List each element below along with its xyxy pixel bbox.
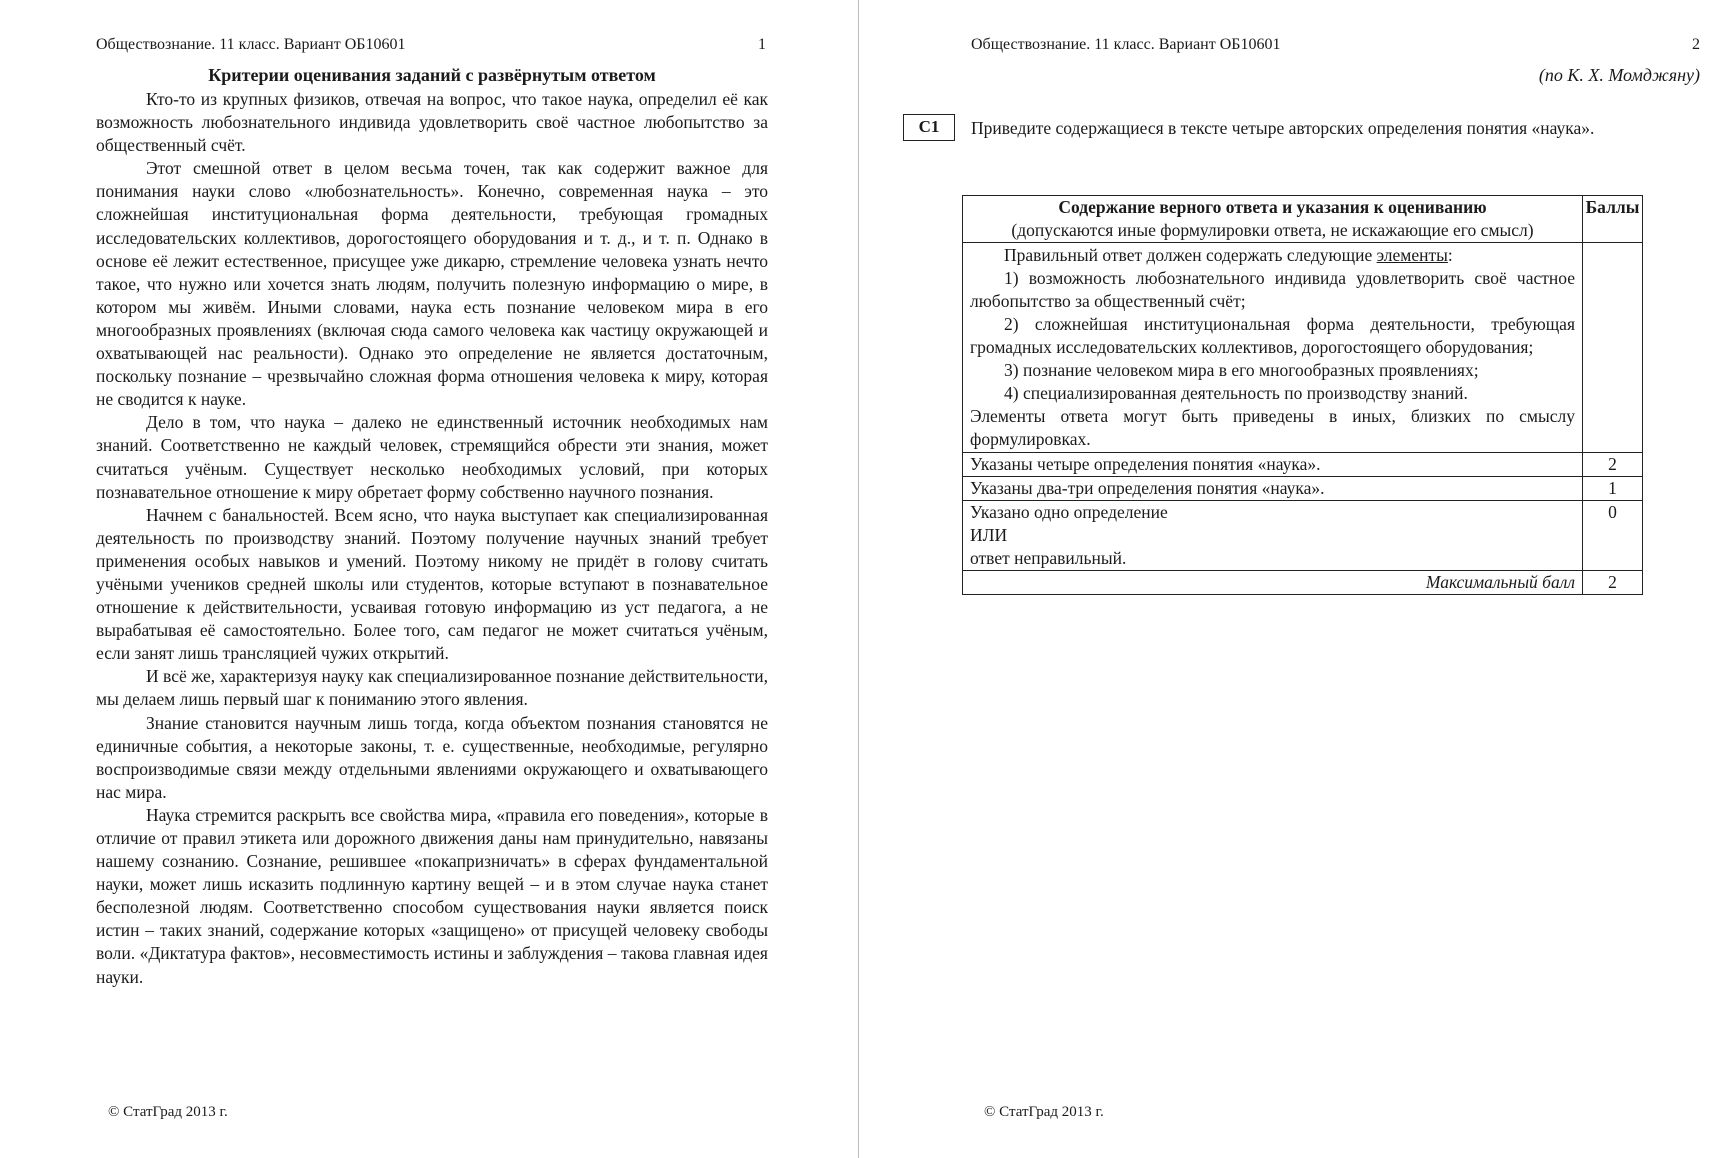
answer-note: Элементы ответа могут быть приведены в иных, близких по смыслу формулировках. <box>970 406 1575 449</box>
table-row <box>963 501 1643 571</box>
score-value: 0 <box>1583 501 1643 571</box>
answer-content-cell <box>963 243 1583 453</box>
paragraph: Кто-то из крупных физиков, отвечая на вопрос, что такое наука, определил её как возможность любознательного индивида удовлетворить своё частное любопытство за общественный счёт. <box>96 89 768 156</box>
page-title: Критерии оценивания заданий с развёрнутым ответом <box>208 65 656 85</box>
task-question: Приведите содержащиеся в тексте четыре авторских определения понятия «наука». <box>971 118 1595 138</box>
paragraph: И всё же, характеризуя науку как специализированное познание действительности, мы делаем лишь первый шаг к пониманию этого явления. <box>96 666 768 710</box>
score-value: 2 <box>1583 453 1643 477</box>
criterion-text: Указаны два-три определения понятия «наука». <box>963 477 1583 501</box>
table-row <box>963 453 1643 477</box>
table-header-row <box>963 196 1643 243</box>
page-footer: © СтатГрад 2013 г. <box>108 1104 228 1120</box>
paragraph: Этот смешной ответ в целом весьма точен, так как содержит важное для понимания науки слово «любознательность». Конечно, современная наука – это сложнейшая институциональная форма деятельности, требующая громадных исследовательских коллективов, дорогостоящего оборудования и т. д., и т. п. Однако в основе её лежит естественное, присущее уже дикарю, стремление человека узнать нечто такое, что нужно или хочется знать людям, получить полезную информацию о мире, в котором мы живём. Иными словами, наука есть познание человеком мира в его многообразных проявлениях (включая сюда самого человека как частицу окружающей и охватывающей нас реальности). Однако это определение не является достаточным, поскольку познание – чрезвычайно сложная форма отношения человека к миру, которая не сводится к науке. <box>96 158 768 410</box>
page-2 <box>859 0 1716 1158</box>
page-header: Обществознание. 11 класс. Вариант ОБ10601 <box>96 36 406 53</box>
paragraph: Дело в том, что наука – далеко не единственный источник необходимых нам знаний. Соответственно не каждый человек, стремящийся обрести эти знания, может считаться учёным. Существует несколько необходимых условий, при которых познавательное отношение к миру обретает форму собственно научного познания. <box>96 412 768 502</box>
page-number: 2 <box>1692 36 1700 53</box>
max-score-label: Максимальный балл <box>963 571 1583 595</box>
answer-element: 2) сложнейшая институциональная форма деятельности, требующая громадных исследовательских коллективов, дорогостоящего оборудования; <box>970 314 1575 357</box>
page-number: 1 <box>758 36 766 53</box>
criteria-header-title: Содержание верного ответа и указания к оцениванию <box>1058 197 1487 217</box>
answer-intro: Правильный ответ должен содержать следующие элементы: <box>1004 245 1453 265</box>
answer-element: 4) специализированная деятельность по производству знаний. <box>1004 383 1468 403</box>
answer-content-row <box>963 243 1643 453</box>
text-author: (по К. Х. Момджяну) <box>1538 65 1700 85</box>
criteria-header-note: (допускаются иные формулировки ответа, не искажающие его смысл) <box>1011 220 1534 240</box>
paragraph: Наука стремится раскрыть все свойства мира, «правила его поведения», которые в отличие от правил этикета или дорожного движения даны нам принудительно, навязаны нашему сознанию. Сознание, решившее «покапризничать» в сферах фундаментальной науки, может лишь исказить подлинную картину вещей – и в этом случае наука станет бесполезной людям. Соответственно способом существования науки является поиск истин – таких знаний, содержание которых «защищено» от присущей человеку свободы воли. «Диктатура фактов», несовместимость истины и заблуждения – такова главная идея науки. <box>96 804 768 987</box>
score-value: 1 <box>1583 477 1643 501</box>
answer-element: 3) познание человеком мира в его многообразных проявлениях; <box>1004 360 1479 380</box>
max-score-value: 2 <box>1583 571 1643 595</box>
page-header: Обществознание. 11 класс. Вариант ОБ10601 <box>971 36 1281 53</box>
score-cell-empty <box>1583 243 1643 453</box>
answer-element: 1) возможность любознательного индивида удовлетворить своё частное любопытство за общественный счёт; <box>970 268 1575 311</box>
criterion-text-multiline: Указано одно определение ИЛИ ответ неправильный. <box>963 501 1583 571</box>
criteria-table <box>962 195 1643 595</box>
score-header: Баллы <box>1583 196 1643 243</box>
criterion-text: Указаны четыре определения понятия «наука». <box>963 453 1583 477</box>
table-row <box>963 477 1643 501</box>
page-footer: © СтатГрад 2013 г. <box>984 1104 1104 1120</box>
max-score-row <box>963 571 1643 595</box>
paragraph: Знание становится научным лишь тогда, когда объектом познания становятся не единичные события, а некоторые законы, т. е. существенные, необходимые, регулярно воспроизводимые связи между отдельными явлениями окружающего и охватывающего нас мира. <box>96 712 768 802</box>
task-code-box: С1 <box>903 114 955 141</box>
source-text <box>96 88 768 989</box>
criteria-header-cell <box>963 196 1583 243</box>
paragraph: Начнем с банальностей. Всем ясно, что наука выступает как специализированная деятельность по производству знаний. Поэтому получение научных знаний требует применения особых навыков и умений. Поэтому никому не придёт в голову считать учёными учеников средней школы или студентов, которые вступают в познавательное отношение к действительности, усваивая готовую информацию из уст педагога, а не вырабатывая её самостоятельно. Более того, сам педагог не может считаться учёным, если занят лишь трансляцией чужих открытий. <box>96 504 768 664</box>
